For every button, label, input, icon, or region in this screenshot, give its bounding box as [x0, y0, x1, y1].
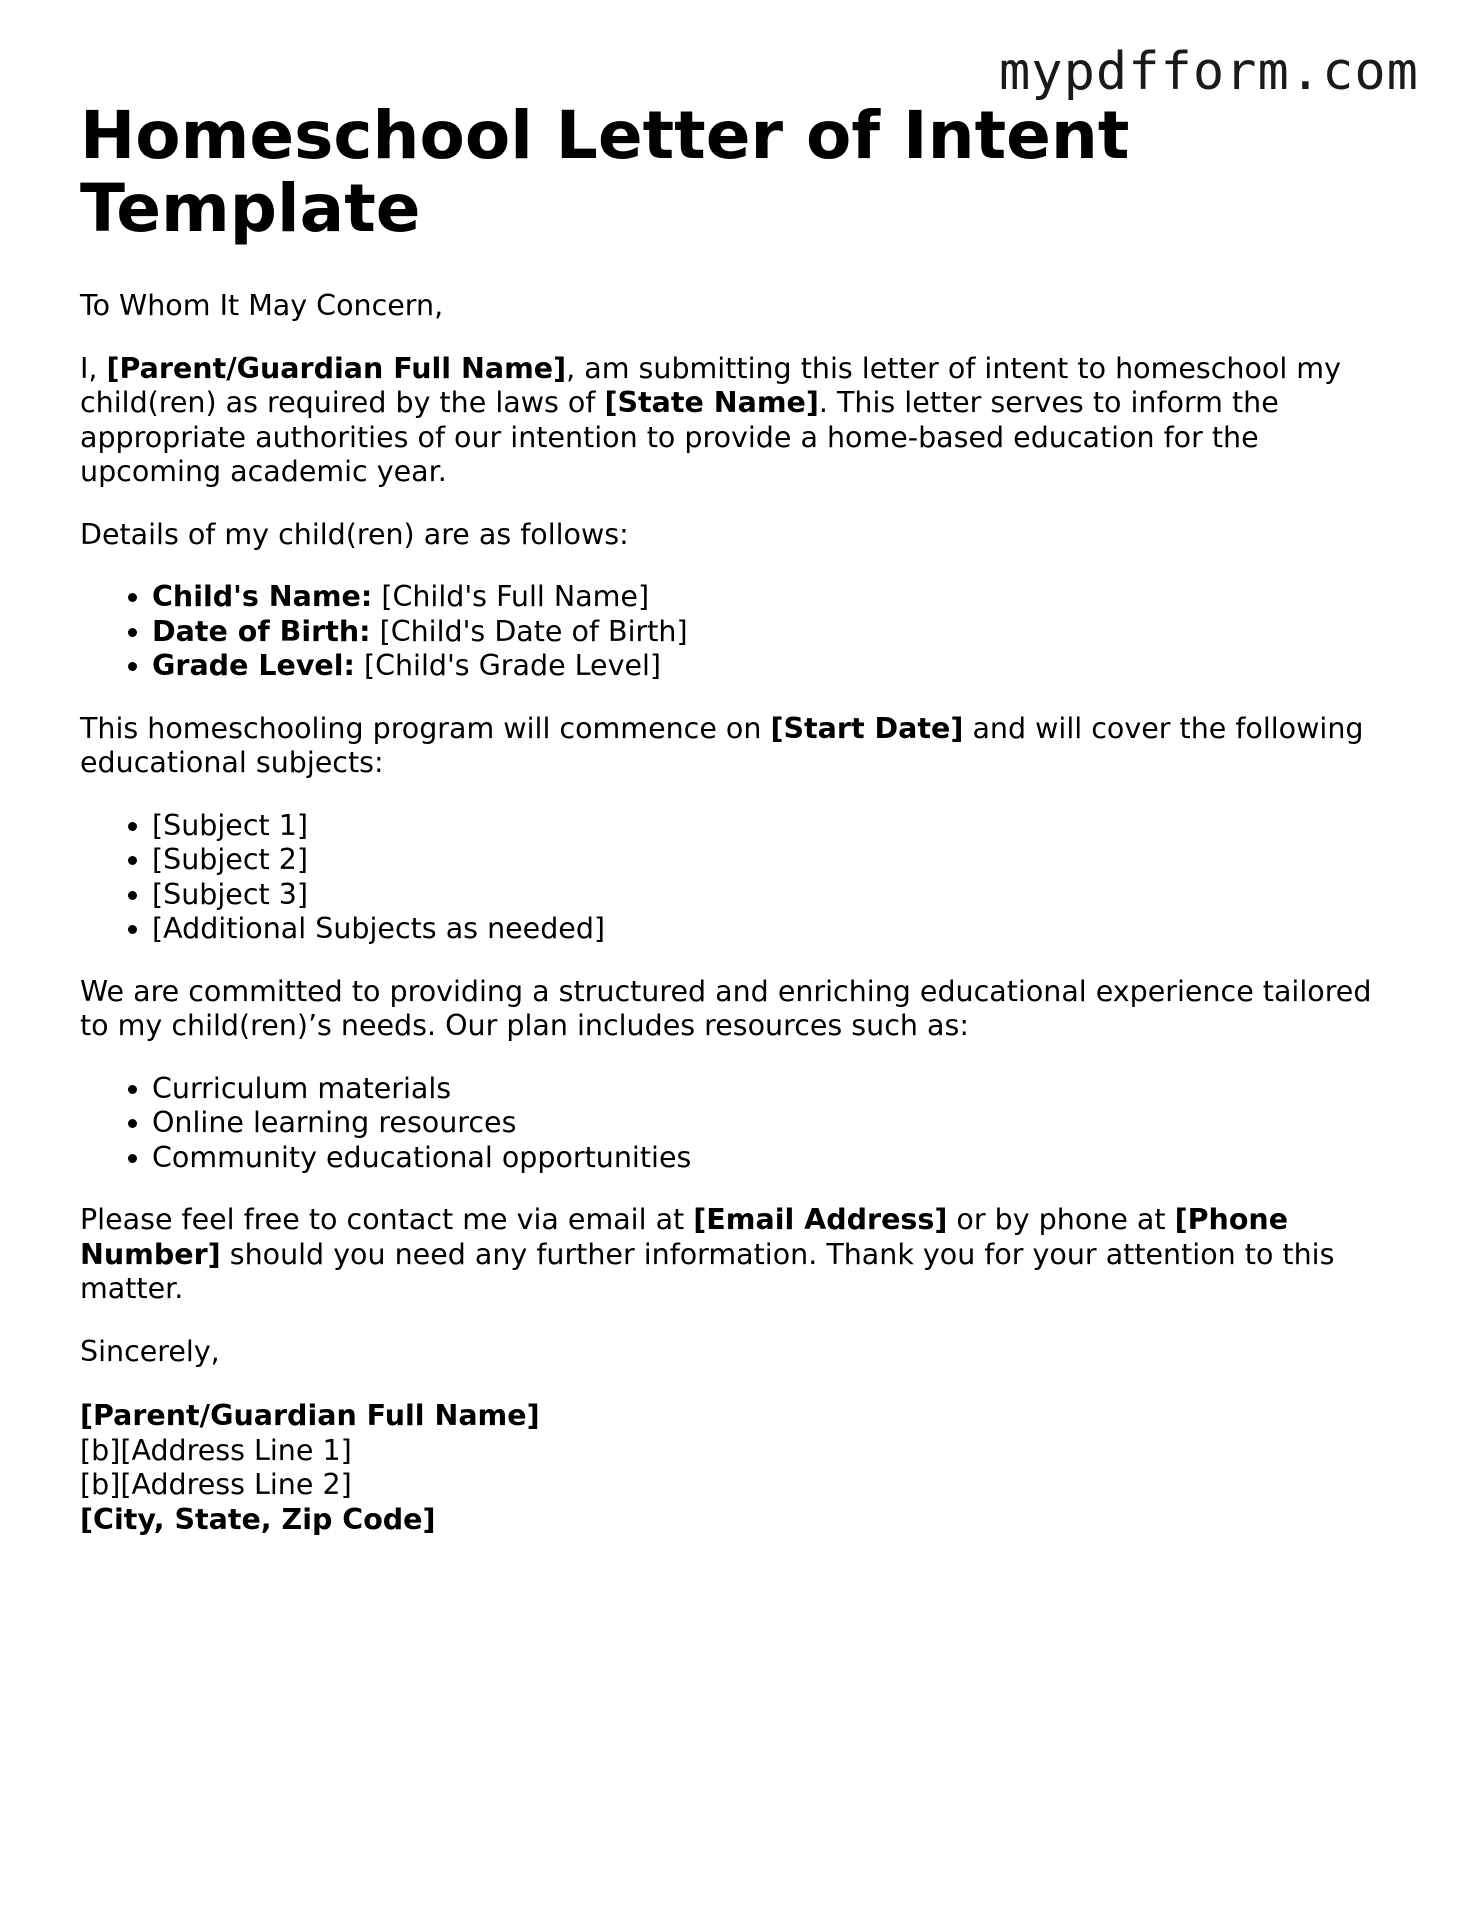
signature-address-line-2: [b][Address Line 2]: [80, 1468, 352, 1502]
letter-document: [80, 97, 1400, 1537]
list-item: • [Subject 2]: [152, 843, 1400, 878]
watermark: mypdfform.com: [999, 42, 1419, 102]
program-text-2: and will cover the following educational subjects:: [80, 711, 1364, 780]
salutation: To Whom It May Concern,: [80, 289, 444, 323]
phone-placeholder: [Phone Number]: [80, 1203, 1289, 1271]
list-item: • [Subject 3]: [152, 878, 1400, 913]
intro-paragraph: [80, 352, 1400, 490]
contact-paragraph: [80, 1203, 1400, 1307]
closing: Sincerely,: [80, 1334, 220, 1368]
list-item: [152, 649, 1400, 684]
program-paragraph: [80, 712, 1400, 781]
signature-address-line-1: [b][Address Line 1]: [80, 1433, 352, 1467]
start-date-placeholder: [Start Date]: [770, 711, 964, 745]
signature-city-state-zip: [City, State, Zip Code]: [80, 1502, 436, 1536]
commitment-paragraph: We are committed to providing a structured and enriching educational experience tailored to my child(ren)’s needs. Our plan includes resources such as:: [80, 974, 1372, 1043]
contact-text-1: Please feel free to contact me via email at: [80, 1203, 694, 1237]
child-detail-label: Child's Name:: [152, 580, 373, 614]
intro-text-3: . This letter serves to inform the appropriate authorities of our intention to provide a home-based education for the upcoming academic year.: [80, 386, 1279, 489]
signature-name: [Parent/Guardian Full Name]: [80, 1399, 540, 1433]
subjects-list: [80, 809, 1400, 947]
email-placeholder: [Email Address]: [693, 1203, 948, 1237]
program-text-1: This homeschooling program will commence on: [80, 711, 771, 745]
child-details-list: [80, 580, 1400, 684]
list-item: [152, 615, 1400, 650]
list-item: [152, 580, 1400, 615]
contact-text-3: should you need any further information. Thank you for your attention to this matter.: [80, 1237, 1335, 1306]
list-item: • [Additional Subjects as needed]: [152, 912, 1400, 947]
list-item: • Online learning resources: [152, 1106, 1400, 1141]
parent-name-placeholder: [Parent/Guardian Full Name]: [106, 351, 567, 385]
signature-block: [80, 1399, 1400, 1537]
list-item: • Community educational opportunities: [152, 1141, 1400, 1176]
child-detail-label: Grade Level:: [152, 649, 355, 683]
child-detail-value: [Child's Full Name]: [372, 580, 650, 614]
intro-text-2: , am submitting this letter of intent to homeschool my child(ren) as required by the laws of: [80, 351, 1341, 420]
child-detail-value: [Child's Grade Level]: [354, 649, 662, 683]
list-item: • Curriculum materials: [152, 1072, 1400, 1107]
intro-text-1: I,: [80, 351, 107, 385]
details-intro: Details of my child(ren) are as follows:: [80, 517, 629, 551]
list-item: • [Subject 1]: [152, 809, 1400, 844]
child-detail-label: Date of Birth:: [152, 614, 371, 648]
child-detail-value: [Child's Date of Birth]: [370, 614, 688, 648]
contact-text-2: or by phone at: [947, 1203, 1175, 1237]
page-title: Homeschool Letter of Intent Template: [80, 97, 1130, 247]
resources-list: [80, 1072, 1400, 1176]
state-name-placeholder: [State Name]: [604, 386, 819, 420]
